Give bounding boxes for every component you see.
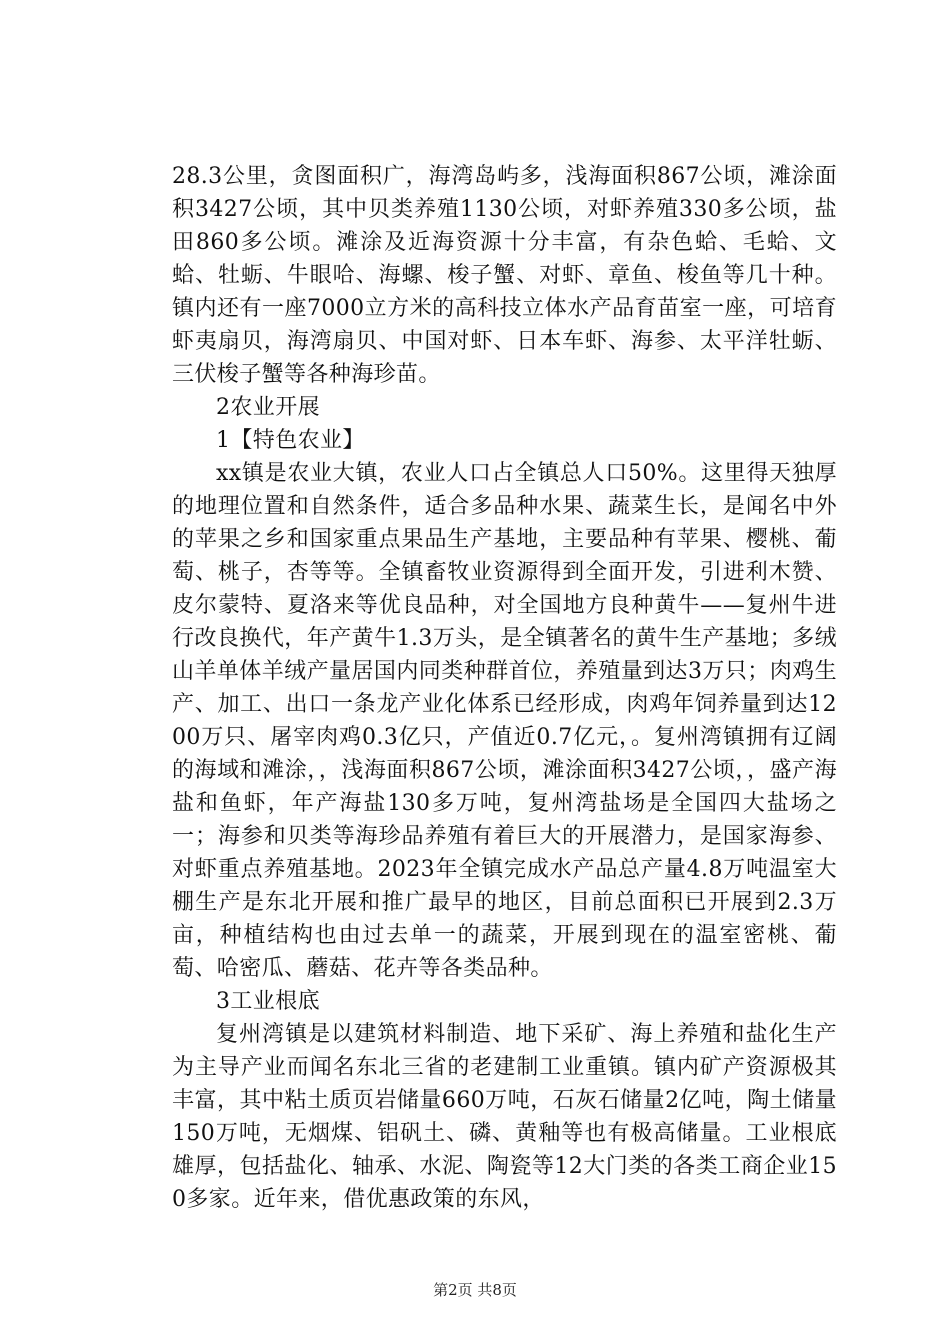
document-body — [172, 160, 837, 1216]
paragraph-aquaculture: 28.3公里，贪图面积广，海湾岛屿多，浅海面积867公顷，滩涂面积3427公顷，其中贝类养殖1130公顷，对虾养殖330多公顷，盐田860多公顷。滩涂及近海资源十分丰富，有杂色蛤、毛蛤、文蛤、牡蛎、牛眼哈、海螺、梭子蟹、对虾、章鱼、梭鱼等几十种。镇内还有一座7000立方米的高科技立体水产品育苗室一座，可培育虾夷扇贝，海湾扇贝、中国对虾、日本车虾、海参、太平洋牡蛎、三伏梭子蟹等各种海珍苗。 — [172, 164, 837, 387]
section-heading-agriculture: 2农业开展 — [216, 395, 320, 420]
paragraph-industry: 复州湾镇是以建筑材料制造、地下采矿、海上养殖和盐化生产为主导产业而闻名东北三省的老建制工业重镇。镇内矿产资源极其丰富，其中粘土质页岩储量660万吨，石灰石储量2亿吨，陶土储量150万吨，无烟煤、铝矾土、磷、黄釉等也有极高储量。工业根底雄厚，包括盐化、轴承、水泥、陶瓷等12大门类的各类工商企业150多家。近年来，借优惠政策的东风， — [172, 1022, 837, 1212]
paragraph-agriculture: xx镇是农业大镇，农业人口占全镇总人口50%。这里得天独厚的地理位置和自然条件，适合多品种水果、蔬菜生长，是闻名中外的苹果之乡和国家重点果品生产基地，主要品种有苹果、樱桃、葡萄、桃子，杏等等。全镇畜牧业资源得到全面开发，引进利木赞、皮尔蒙特、夏洛来等优良品种，对全国地方良种黄牛——复州牛进行改良换代，年产黄牛1.3万头，是全镇著名的黄牛生产基地；多绒山羊单体羊绒产量居国内同类种群首位，养殖量到达3万只；肉鸡生产、加工、出口一条龙产业化体系已经形成，肉鸡年饲养量到达1200万只、屠宰肉鸡0.3亿只，产值近0.7亿元，。复州湾镇拥有辽阔的海域和滩涂，，浅海面积867公顷，滩涂面积3427公顷，，盛产海盐和鱼虾，年产海盐130多万吨，复州湾盐场是全国四大盐场之一；海参和贝类等海珍品养殖有着巨大的开展潜力，是国家海参、对虾重点养殖基地。2023年全镇完成水产品总产量4.8万吨温室大棚生产是东北开展和推广最早的地区，目前总面积已开展到2.3万亩，种植结构也由过去单一的蔬菜，开展到现在的温室密桃、葡萄、哈密瓜、蘑菇、花卉等各类品种。 — [172, 461, 837, 981]
page-number-footer: 第2页 共8页 — [433, 1281, 517, 1299]
subsection-heading-featured-agriculture: 1【特色农业】 — [216, 428, 365, 453]
section-heading-industry: 3工业根底 — [216, 989, 320, 1014]
